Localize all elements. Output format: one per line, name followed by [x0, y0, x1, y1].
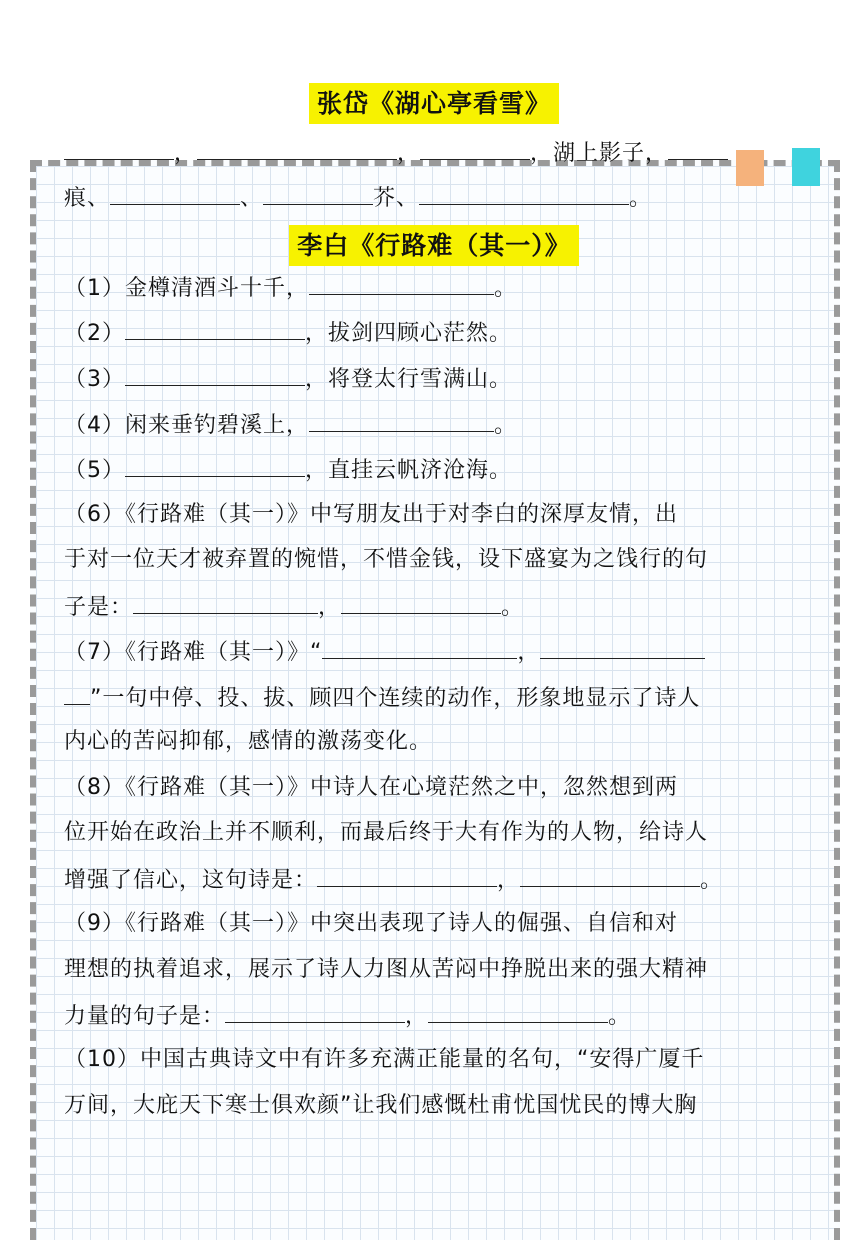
answer-blank[interactable] [540, 636, 705, 659]
answer-blank[interactable] [125, 317, 305, 340]
question-7-line-1: （7）《行路难（其一）》“ ， [64, 636, 814, 668]
answer-blank[interactable] [419, 182, 629, 205]
answer-blank[interactable] [309, 272, 494, 295]
answer-blank[interactable] [64, 137, 174, 160]
line-text: 湖上影子， [553, 141, 669, 166]
section-title-huxinting [0, 84, 868, 120]
answer-blank[interactable] [322, 636, 517, 659]
question-6-line-1: （6）《行路难（其一）》中写朋友出于对李白的深厚友情，出 [64, 502, 678, 527]
answer-blank[interactable] [64, 682, 90, 705]
answer-blank[interactable] [317, 864, 497, 887]
answer-blank[interactable] [125, 454, 305, 477]
question-6-line-3: 子是： ， 。 [64, 591, 814, 623]
section-title-text: 张岱《湖心亭看雪》 [309, 83, 559, 124]
question-2: （2） ，拔剑四顾心茫然。 [64, 317, 814, 349]
answer-blank[interactable] [133, 591, 318, 614]
huxinting-line-1: ， ， ，湖上影子， [64, 137, 814, 169]
question-6-line-2: 于对一位天才被弃置的惋惜，不惜金钱，设下盛宴为之饯行的句 [64, 547, 709, 572]
question-3: （3） ，将登太行雪满山。 [64, 363, 814, 395]
question-9-line-1: （9）《行路难（其一）》中突出表现了诗人的倔强、自信和对 [64, 911, 678, 936]
question-10-line-2: 万间，大庇天下寒士俱欢颜”让我们感慨杜甫忧国忧民的博大胸 [64, 1093, 698, 1118]
question-5: （5） ，直挂云帆济沧海。 [64, 454, 814, 486]
answer-blank[interactable] [668, 137, 728, 160]
answer-blank[interactable] [197, 137, 397, 160]
section-title-xinglunan [0, 226, 868, 262]
answer-blank[interactable] [428, 1000, 608, 1023]
question-8-line-1: （8）《行路难（其一）》中诗人在心境茫然之中，忽然想到两 [64, 775, 678, 800]
question-10-line-1: （10）中国古典诗文中有许多充满正能量的名句，“安得广厦千 [64, 1047, 705, 1072]
question-7-line-3: 内心的苦闷抑郁，感情的激荡变化。 [64, 729, 433, 754]
answer-blank[interactable] [309, 409, 494, 432]
section-title-text: 李白《行路难（其一）》 [289, 225, 579, 266]
answer-blank[interactable] [263, 182, 373, 205]
question-9-line-2: 理想的执着追求，展示了诗人力图从苦闷中挣脱出来的强大精神 [64, 957, 709, 982]
answer-blank[interactable] [110, 182, 240, 205]
huxinting-line-2: 痕、 、 芥、 。 [64, 182, 814, 214]
question-1: （1）金樽清酒斗十千， 。 [64, 272, 814, 304]
answer-blank[interactable] [125, 363, 305, 386]
answer-blank[interactable] [520, 864, 700, 887]
answer-blank[interactable] [420, 137, 530, 160]
question-8-line-3: 增强了信心，这句诗是： ， 。 [64, 864, 814, 896]
answer-blank[interactable] [225, 1000, 405, 1023]
question-8-line-2: 位开始在政治上并不顺利，而最后终于大有作为的人物，给诗人 [64, 820, 709, 845]
question-7-line-2: ”一句中停、投、拔、顾四个连续的动作，形象地显示了诗人 [64, 682, 814, 714]
question-4: （4）闲来垂钓碧溪上， 。 [64, 409, 814, 441]
question-9-line-3: 力量的句子是： ， 。 [64, 1000, 814, 1032]
answer-blank[interactable] [341, 591, 501, 614]
